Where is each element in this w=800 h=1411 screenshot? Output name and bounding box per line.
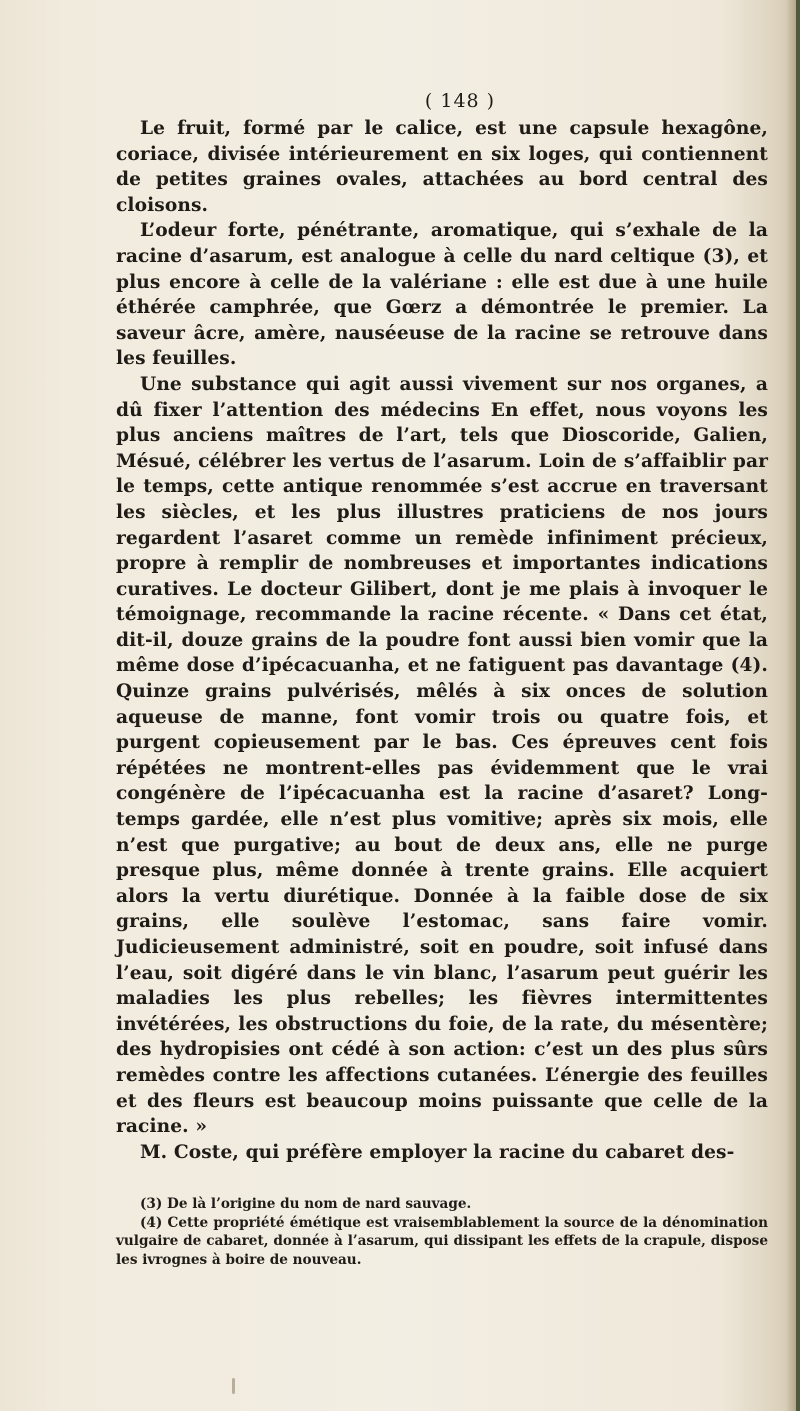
paragraph: Une substance qui agit aussi vivement sur nos organes, a dû fixer l’attention des médecins En effet, nous voyons les plus anciens maîtres de l’art, tels que Dioscoride, Galien, Mésué, célébrer les vertus de l’asarum. Loin de s’affaiblir par le temps, cette antique renommée s’est accrue en traversant les siècles, et les plus illustres praticiens de nos jours regardent l’asaret comme un remède infiniment précieux, propre à remplir de nombreuses et importantes indications curatives. Le docteur Gilibert, dont je me plais à invoquer le témoignage, recommande la racine récente. « Dans cet état, dit-il, douze grains de la poudre font aussi bien vomir que la même dose d’ipécacuanha, et ne fatiguent pas davantage (4). Quinze grains pulvérisés, mêlés à six onces de solution aqueuse de manne, font vomir trois ou quatre fois, et purgent copieusement par le bas. Ces épreuves cent fois répétées ne montrent-elles pas évidemment que le vrai congénère de l’ipécacuanha est la racine d’asaret? Long-temps gardée, elle n’est plus vomitive; après six mois, elle n’est que purgative; au bout de deux ans, elle ne purge presque plus, même donnée à trente grains. Elle acquiert alors la vertu diurétique. Donnée à la faible dose de six grains, elle soulève l’estomac, sans faire vomir. Judicieusement administré, soit en poudre, soit infusé dans l’eau, soit digéré dans le vin blanc, l’asarum peut guérir les maladies les plus rebelles; les fièvres intermittentes invétérées, les obstructions du foie, de la rate, du mésentère; des hydropisies ont cédé à son action: c’est un des plus sûrs remèdes contre les affections cutanées. L’énergie des feuilles et des fleurs est beaucoup moins puissante que celle de la racine. »	[116, 373, 768, 1138]
ink-mark	[232, 1378, 235, 1394]
main-text	[116, 116, 768, 1165]
paragraph: M. Coste, qui préfère employer la racine du cabaret des-	[140, 1141, 735, 1163]
page-number: ( 148 )	[424, 90, 496, 112]
page-edge-shadow	[796, 0, 800, 1411]
paragraph: Le fruit, formé par le calice, est une capsule hexagône, coriace, divisée intérieurement en six loges, qui contiennent de petites graines ovales, attachées au bord central des cloisons.	[116, 118, 768, 216]
footnotes	[116, 1195, 768, 1269]
paragraph: L’odeur forte, pénétrante, aromatique, qui s’exhale de la racine d’asarum, est analogue à celle du nard celtique (3), et plus encore à celle de la valériane : elle est due à une huile éthérée camphrée, que Gœrz a démontrée le premier. La saveur âcre, amère, nauséeuse de la racine se retrouve dans les feuilles.	[116, 220, 768, 370]
footnote: (3) De là l’origine du nom de nard sauvage.	[140, 1196, 472, 1213]
footnote: (4) Cette propriété émétique est vraisemblablement la source de la dénomination vulgaire de cabaret, donnée à l’asarum, qui dissipant les effets de la crapule, dispose les ivrognes à boire de nouveau.	[116, 1214, 768, 1268]
page-text	[116, 86, 768, 1269]
